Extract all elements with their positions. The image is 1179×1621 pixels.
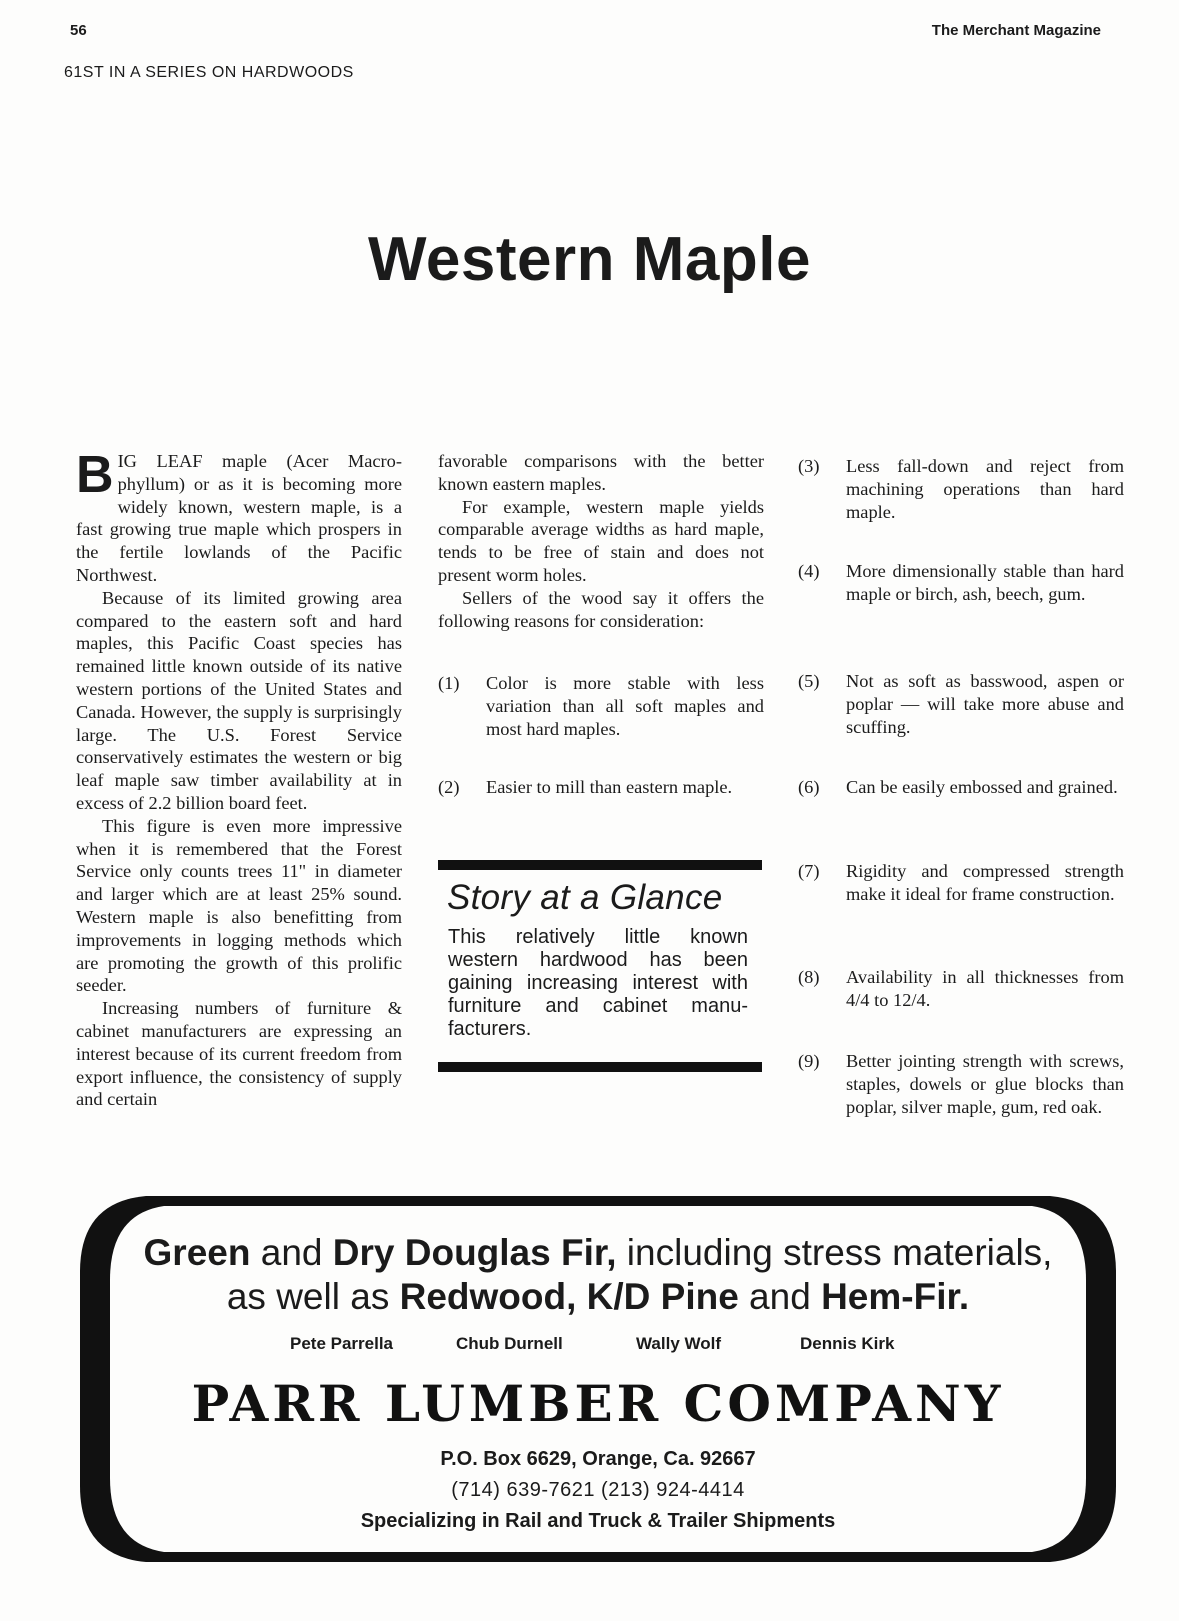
contact-name: Wally Wolf bbox=[636, 1334, 721, 1353]
contact-name: Pete Parrella bbox=[290, 1334, 394, 1353]
company-address: P.O. Box 6629, Orange, Ca. 92667 bbox=[440, 1448, 756, 1470]
series-label: 61ST IN A SERIES ON HARDWOODS bbox=[64, 64, 354, 81]
contact-name: Dennis Kirk bbox=[800, 1334, 895, 1353]
reason-text: Rigidity and compressed strength make it ideal for frame construction. bbox=[846, 861, 1124, 904]
reason-text: Can be easily embossed and grained. bbox=[846, 777, 1118, 797]
reason-number: (8) bbox=[798, 967, 820, 987]
company-phone: (714) 639-7621 (213) 924-4414 bbox=[451, 1479, 745, 1501]
reason-text: Easier to mill than eastern maple. bbox=[486, 777, 733, 797]
reason-text: More dimensionally stable than hard maple or birch, ash, beech, gum. bbox=[846, 561, 1124, 604]
glance-rule-bottom bbox=[438, 1062, 762, 1072]
contact-name: Chub Durnell bbox=[456, 1334, 563, 1353]
reason-text: Better jointing strength with screws, staples, dowels or glue blocks than poplar, silver maple, gum, red oak. bbox=[846, 1051, 1124, 1117]
reason-number: (7) bbox=[798, 861, 820, 881]
reason-text: Not as soft as basswood, aspen or poplar — will take more abuse and scuffing. bbox=[846, 671, 1124, 737]
paragraph: Because of its limited growing area compared to the eastern soft and hard maples, this Pacific Coast species has remained little known outside of its native western portions of the United States and Canada. However, the supply is surprisingly large. The U.S. Forest Service conservatively estimates the western or big leaf maple saw timber availability at in excess of 2.2 billion board feet. bbox=[76, 587, 402, 813]
drop-cap: B bbox=[76, 446, 114, 504]
company-logo-text: PARR LUMBER COMPANY bbox=[191, 1374, 1005, 1433]
reason-text: Less fall-down and reject from machining operations than hard maple. bbox=[846, 456, 1124, 522]
reason-text: Color is more stable with less variation than all soft maples and most hard maples. bbox=[486, 673, 764, 739]
reason-number: (4) bbox=[798, 561, 820, 581]
reason-number: (5) bbox=[798, 671, 820, 691]
reason-number: (9) bbox=[798, 1051, 820, 1071]
article-column-1 bbox=[76, 446, 402, 1111]
glance-body: This relatively little known western hardwood has been gaining increasing interest with furniture and cabinet manu-facturers. bbox=[448, 926, 748, 1040]
magazine-name: The Merchant Magazine bbox=[931, 22, 1101, 39]
page-number: 56 bbox=[70, 22, 87, 39]
paragraph: Increasing numbers of furniture & cabinet manufacturers are expressing an interest because of its current freedom from export influence, the consistency of supply and certain bbox=[76, 998, 402, 1110]
article-column-2 bbox=[438, 450, 764, 632]
paragraph: This figure is even more impressive when it is remembered that the Forest Service only counts trees 11" in diameter and larger which are at least 25% sound. Western maple is also benefitting from improvements in logging methods which are promoting the growth of this prolific seeder. bbox=[76, 815, 402, 996]
paragraph: favorable comparisons with the better known eastern maples. bbox=[438, 451, 764, 494]
ad-headline-1: Green and Dry Douglas Fir, including stress materials, bbox=[143, 1232, 1053, 1273]
company-specialty: Specializing in Rail and Truck & Trailer Shipments bbox=[360, 1510, 836, 1532]
paragraph: Sellers of the wood say it offers the following reasons for consideration: bbox=[438, 587, 764, 631]
parr-lumber-advertisement bbox=[76, 1192, 1120, 1566]
ad-headline-2: as well as Redwood, K/D Pine and Hem-Fir. bbox=[226, 1276, 970, 1317]
paragraph: For example, western maple yields comparable average widths as hard maple, tends to be free of stain and does not present worm holes. bbox=[438, 496, 764, 585]
reason-number: (3) bbox=[798, 456, 820, 476]
paragraph: BIG LEAF maple (Acer Macro-phyllum) or as it is becoming more widely known, western maple, is a fast growing true maple which prospers in the fertile lowlands of the Pacific Northwest. bbox=[76, 446, 402, 585]
glance-title: Story at a Glance bbox=[447, 878, 723, 917]
reason-number: (2) bbox=[438, 777, 460, 797]
reason-number: (1) bbox=[438, 673, 460, 693]
reason-text: Availability in all thicknesses from 4/4 to 12/4. bbox=[846, 967, 1124, 1010]
glance-rule-top bbox=[438, 860, 762, 870]
article-title: Western Maple bbox=[368, 225, 811, 294]
reason-number: (6) bbox=[798, 777, 820, 797]
